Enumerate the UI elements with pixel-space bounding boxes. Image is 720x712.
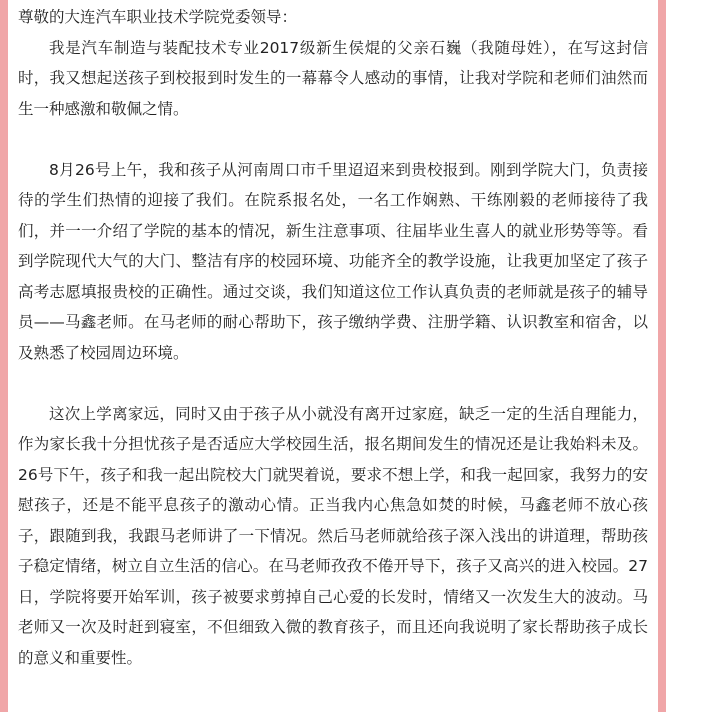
letter-body: [18, 2, 648, 704]
left-border-bar: [0, 0, 8, 712]
letter-paragraph-3: 这次上学离家远，同时又由于孩子从小就没有离开过家庭，缺乏一定的生活自理能力，作为家长我十分担忧孩子是否适应大学校园生活，报名期间发生的情况还是让我始料未及。26号下午，孩子和我一起出院校大门就哭着说，要求不想上学，和我一起回家，我努力的安慰孩子，还是不能平息孩子的激动心情。正当我内心焦急如焚的时候，马鑫老师不放心孩子，跟随到我，我跟马老师讲了一下情况。然后马老师就给孩子深入浅出的讲道理，帮助孩子稳定情绪，树立自立生活的信心。在马老师孜孜不倦开导下，孩子又高兴的进入校园。27日，学院将要开始军训，孩子被要求剪掉自己心爱的长发时，情绪又一次发生大的波动。马老师又一次及时赶到寝室，不但细致入微的教育孩子，而且还向我说明了家长帮助孩子成长的意义和重要性。: [18, 404, 648, 667]
letter-paragraph-2: 8月26号上午，我和孩子从河南周口市千里迢迢来到贵校报到。刚到学院大门，负责接待的学生们热情的迎接了我们。在院系报名处，一名工作娴熟、干练刚毅的老师接待了我们，并一一介绍了学院的基本的情况，新生注意事项、往届毕业生喜人的就业形势等等。看到学院现代大气的大门、整洁有序的校园环境、功能齐全的教学设施，让我更加坚定了孩子高考志愿填报贵校的正确性。通过交谈，我们知道这位工作认真负责的老师就是孩子的辅导员——马鑫老师。在马老师的耐心帮助下，孩子缴纳学费、注册学籍、认识教室和宿舍，以及熟悉了校园周边环境。: [18, 160, 648, 362]
letter-paragraph-1: 我是汽车制造与装配技术专业2017级新生侯焜的父亲石巍（我随母姓），在写这封信时，我又想起送孩子到校报到时发生的一幕幕令人感动的事情，让我对学院和老师们油然而生一种感激和敬佩之情。: [18, 38, 648, 118]
right-border-bar: [658, 0, 666, 712]
letter-salutation: 尊敬的大连汽车职业技术学院党委领导：: [18, 8, 298, 26]
